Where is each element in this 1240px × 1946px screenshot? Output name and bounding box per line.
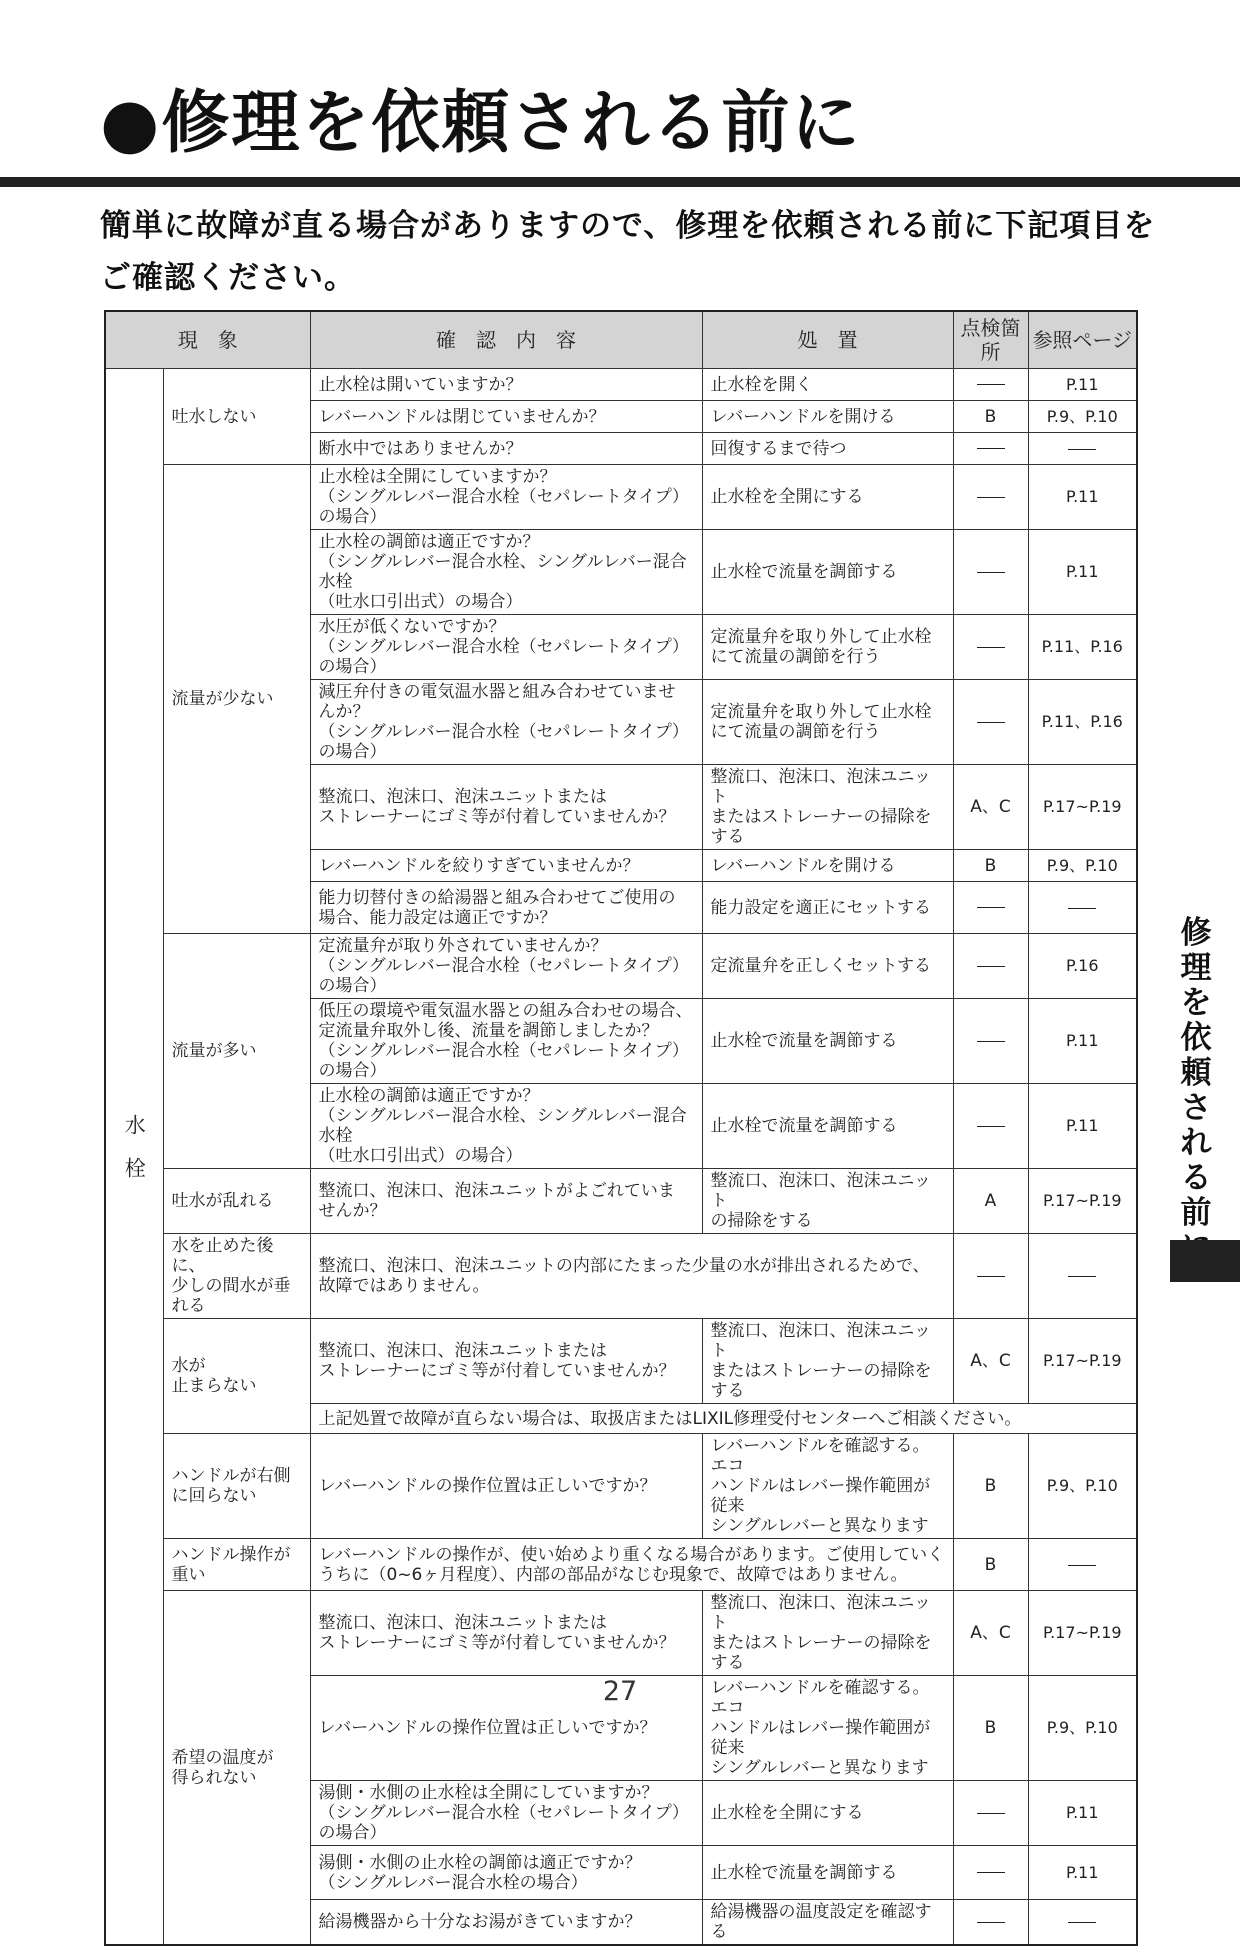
category-cell: 水栓 — [105, 369, 163, 1946]
table-row — [105, 1539, 1137, 1591]
phenomenon-cell: ハンドルが右側 に回らない — [163, 1434, 310, 1539]
table-row — [105, 1319, 1137, 1404]
table-row — [105, 1169, 1137, 1234]
table-body — [105, 369, 1137, 1946]
inspection-point-cell: A、C — [953, 765, 1028, 850]
dash-mark — [977, 1922, 1005, 1923]
reference-page-cell: P.11 — [1028, 1084, 1137, 1169]
action-cell: 整流口、泡沫口、泡沫ユニット またはストレーナーの掃除をする — [702, 1591, 953, 1676]
reference-page-cell: P.9、P.10 — [1028, 1434, 1137, 1539]
inspection-point-cell: B — [953, 1676, 1028, 1781]
check-cell: 断水中ではありませんか？ — [310, 433, 702, 465]
merged-description-cell: レバーハンドルの操作が、使い始めより重くなる場合があります。ご使用していく うちに（0~6ヶ月程度）、内部の部品がなじむ現象で、故障ではありません。 — [310, 1539, 953, 1591]
phenomenon-cell: 吐水が乱れる — [163, 1169, 310, 1234]
inspection-point-cell — [953, 1234, 1028, 1319]
inspection-point-cell: A、C — [953, 1319, 1028, 1404]
reference-page-cell: P.11 — [1028, 999, 1137, 1084]
action-cell: 止水栓で流量を調節する — [702, 1084, 953, 1169]
inspection-point-cell — [953, 1084, 1028, 1169]
inspection-point-cell: B — [953, 1539, 1028, 1591]
table-row — [105, 1591, 1137, 1676]
phenomenon-cell: ハンドル操作が 重い — [163, 1539, 310, 1591]
action-cell: レバーハンドルを開ける — [702, 401, 953, 433]
table-row — [105, 1234, 1137, 1319]
reference-page-cell — [1028, 1234, 1137, 1319]
header-action: 処 置 — [702, 311, 953, 369]
reference-page-cell: P.9、P.10 — [1028, 850, 1137, 882]
dash-mark — [1068, 908, 1096, 909]
inspection-point-cell — [953, 465, 1028, 530]
inspection-point-cell: B — [953, 850, 1028, 882]
inspection-point-cell — [953, 882, 1028, 934]
inspection-point-cell: B — [953, 401, 1028, 433]
dash-mark — [977, 647, 1005, 648]
table-row — [105, 369, 1137, 401]
inspection-point-cell — [953, 680, 1028, 765]
action-cell: 整流口、泡沫口、泡沫ユニット またはストレーナーの掃除をする — [702, 1319, 953, 1404]
action-cell: 整流口、泡沫口、泡沫ユニット またはストレーナーの掃除をする — [702, 765, 953, 850]
title-rule — [0, 177, 1240, 187]
reference-page-cell — [1028, 882, 1137, 934]
dash-mark — [977, 497, 1005, 498]
phenomenon-cell: 水が 止まらない — [163, 1319, 310, 1434]
dash-mark — [977, 1813, 1005, 1814]
dash-mark — [1068, 1922, 1096, 1923]
inspection-point-cell — [953, 1781, 1028, 1846]
dash-mark — [977, 1872, 1005, 1873]
inspection-point-cell: B — [953, 1434, 1028, 1539]
table-row — [105, 934, 1137, 999]
check-cell: レバーハンドルの操作位置は正しいですか？ — [310, 1434, 702, 1539]
inspection-point-cell — [953, 530, 1028, 615]
check-cell: 止水栓の調節は適正ですか？ （シングルレバー混合水栓、シングルレバー混合水栓 （吐水口引出式）の場合） — [310, 1084, 702, 1169]
reference-page-cell: P.11、P.16 — [1028, 680, 1137, 765]
reference-page-cell: P.17~P.19 — [1028, 765, 1137, 850]
inspection-point-cell — [953, 934, 1028, 999]
action-cell: 能力設定を適正にセットする — [702, 882, 953, 934]
dash-mark — [977, 572, 1005, 573]
header-ref: 参照ページ — [1028, 311, 1137, 369]
note-cell: 上記処置で故障が直らない場合は、取扱店またはLIXIL修理受付センターへご相談ください。 — [310, 1404, 1137, 1434]
check-cell: 能力切替付きの給湯器と組み合わせてご使用の 場合、能力設定は適正ですか？ — [310, 882, 702, 934]
dash-mark — [977, 966, 1005, 967]
side-tab-label: 修理を依頼される前 — [1180, 915, 1212, 1231]
dash-mark — [977, 722, 1005, 723]
header-point: 点検箇所 — [953, 311, 1028, 369]
check-cell: レバーハンドルの操作位置は正しいですか？ — [310, 1676, 702, 1781]
action-cell: 給湯機器の温度設定を確認する — [702, 1900, 953, 1946]
dash-mark — [977, 1126, 1005, 1127]
action-cell: 止水栓で流量を調節する — [702, 530, 953, 615]
dash-mark — [977, 448, 1005, 449]
action-cell: 定流量弁を取り外して止水栓 にて流量の調節を行う — [702, 680, 953, 765]
check-cell: 止水栓は開いていますか？ — [310, 369, 702, 401]
action-cell: レバーハンドルを開ける — [702, 850, 953, 882]
header-phenomenon: 現 象 — [105, 311, 310, 369]
inspection-point-cell — [953, 999, 1028, 1084]
dash-mark — [1068, 1565, 1096, 1566]
phenomenon-cell: 流量が少ない — [163, 465, 310, 934]
reference-page-cell: P.9、P.10 — [1028, 1676, 1137, 1781]
reference-page-cell — [1028, 433, 1137, 465]
reference-page-cell: P.16 — [1028, 934, 1137, 999]
table-header-row — [105, 311, 1137, 369]
action-cell: 止水栓で流量を調節する — [702, 1846, 953, 1900]
inspection-point-cell: A — [953, 1169, 1028, 1234]
inspection-point-cell — [953, 615, 1028, 680]
reference-page-cell: P.17~P.19 — [1028, 1319, 1137, 1404]
reference-page-cell: P.11 — [1028, 1781, 1137, 1846]
inspection-point-cell: A、C — [953, 1591, 1028, 1676]
action-cell: 回復するまで待つ — [702, 433, 953, 465]
inspection-point-cell — [953, 1900, 1028, 1946]
reference-page-cell: P.17~P.19 — [1028, 1169, 1137, 1234]
action-cell: 止水栓で流量を調節する — [702, 999, 953, 1084]
reference-page-cell: P.9、P.10 — [1028, 401, 1137, 433]
check-cell: レバーハンドルを絞りすぎていませんか？ — [310, 850, 702, 882]
check-cell: 整流口、泡沫口、泡沫ユニットまたは ストレーナーにゴミ等が付着していませんか？ — [310, 765, 702, 850]
page-number: 27 — [602, 1676, 638, 1707]
phenomenon-cell: 希望の温度が 得られない — [163, 1591, 310, 1946]
reference-page-cell: P.11 — [1028, 530, 1137, 615]
inspection-point-cell — [953, 1846, 1028, 1900]
page-title: ●修理を依頼される前に — [100, 84, 862, 163]
dash-mark — [977, 1276, 1005, 1277]
reference-page-cell: P.11 — [1028, 465, 1137, 530]
dash-mark — [1068, 1276, 1096, 1277]
check-cell: 湯側・水側の止水栓は全開にしていますか？ （シングルレバー混合水栓（セパレートタイプ）の場合） — [310, 1781, 702, 1846]
reference-page-cell: P.11、P.16 — [1028, 615, 1137, 680]
phenomenon-cell: 水を止めた後に、 少しの間水が垂 れる — [163, 1234, 310, 1319]
check-cell: 整流口、泡沫口、泡沫ユニットがよごれていま せんか？ — [310, 1169, 702, 1234]
check-cell: 水圧が低くないですか？ （シングルレバー混合水栓（セパレートタイプ）の場合） — [310, 615, 702, 680]
action-cell: レバーハンドルを確認する。エコ ハンドルはレバー操作範囲が従来 シングルレバーと異なります — [702, 1676, 953, 1781]
check-cell: レバーハンドルは閉じていませんか？ — [310, 401, 702, 433]
dash-mark — [1068, 449, 1096, 450]
check-cell: 減圧弁付きの電気温水器と組み合わせていませ んか？ （シングルレバー混合水栓（セパレートタイプ）の場合） — [310, 680, 702, 765]
action-cell: 止水栓を開く — [702, 369, 953, 401]
action-cell: 整流口、泡沫口、泡沫ユニット の掃除をする — [702, 1169, 953, 1234]
check-cell: 湯側・水側の止水栓の調節は適正ですか？ （シングルレバー混合水栓の場合） — [310, 1846, 702, 1900]
phenomenon-cell: 吐水しない — [163, 369, 310, 465]
check-cell: 整流口、泡沫口、泡沫ユニットまたは ストレーナーにゴミ等が付着していませんか？ — [310, 1319, 702, 1404]
check-cell: 低圧の環境や電気温水器との組み合わせの場合、 定流量弁取外し後、流量を調節しましたか？ （シングルレバー混合水栓（セパレートタイプ）の場合） — [310, 999, 702, 1084]
table-row — [105, 1434, 1137, 1539]
action-cell: 定流量弁を取り外して止水栓 にて流量の調節を行う — [702, 615, 953, 680]
phenomenon-cell: 流量が多い — [163, 934, 310, 1169]
inspection-point-cell — [953, 369, 1028, 401]
check-cell: 止水栓の調節は適正ですか？ （シングルレバー混合水栓、シングルレバー混合水栓 （吐水口引出式）の場合） — [310, 530, 702, 615]
reference-page-cell: P.11 — [1028, 1846, 1137, 1900]
reference-page-cell: P.11 — [1028, 369, 1137, 401]
reference-page-cell — [1028, 1539, 1137, 1591]
intro-text: 簡単に故障が直る場合がありますので、修理を依頼される前に下記項目をご確認ください。 — [100, 208, 1156, 296]
check-cell: 止水栓は全開にしていますか？ （シングルレバー混合水栓（セパレートタイプ）の場合） — [310, 465, 702, 530]
action-cell: 定流量弁を正しくセットする — [702, 934, 953, 999]
side-tab-marker — [1170, 1240, 1240, 1282]
dash-mark — [977, 384, 1005, 385]
check-cell: 定流量弁が取り外されていませんか？ （シングルレバー混合水栓（セパレートタイプ）の場合） — [310, 934, 702, 999]
dash-mark — [977, 1041, 1005, 1042]
header-check: 確 認 内 容 — [310, 311, 702, 369]
inspection-point-cell — [953, 433, 1028, 465]
table-row — [105, 465, 1137, 530]
action-cell: 止水栓を全開にする — [702, 1781, 953, 1846]
reference-page-cell: P.17~P.19 — [1028, 1591, 1137, 1676]
check-cell: 整流口、泡沫口、泡沫ユニットまたは ストレーナーにゴミ等が付着していませんか？ — [310, 1591, 702, 1676]
reference-page-cell — [1028, 1900, 1137, 1946]
merged-description-cell: 整流口、泡沫口、泡沫ユニットの内部にたまった少量の水が排出されるためで、 故障ではありません。 — [310, 1234, 953, 1319]
action-cell: レバーハンドルを確認する。エコ ハンドルはレバー操作範囲が従来 シングルレバーと異なります — [702, 1434, 953, 1539]
check-cell: 給湯機器から十分なお湯がきていますか？ — [310, 1900, 702, 1946]
dash-mark — [977, 907, 1005, 908]
action-cell: 止水栓を全開にする — [702, 465, 953, 530]
